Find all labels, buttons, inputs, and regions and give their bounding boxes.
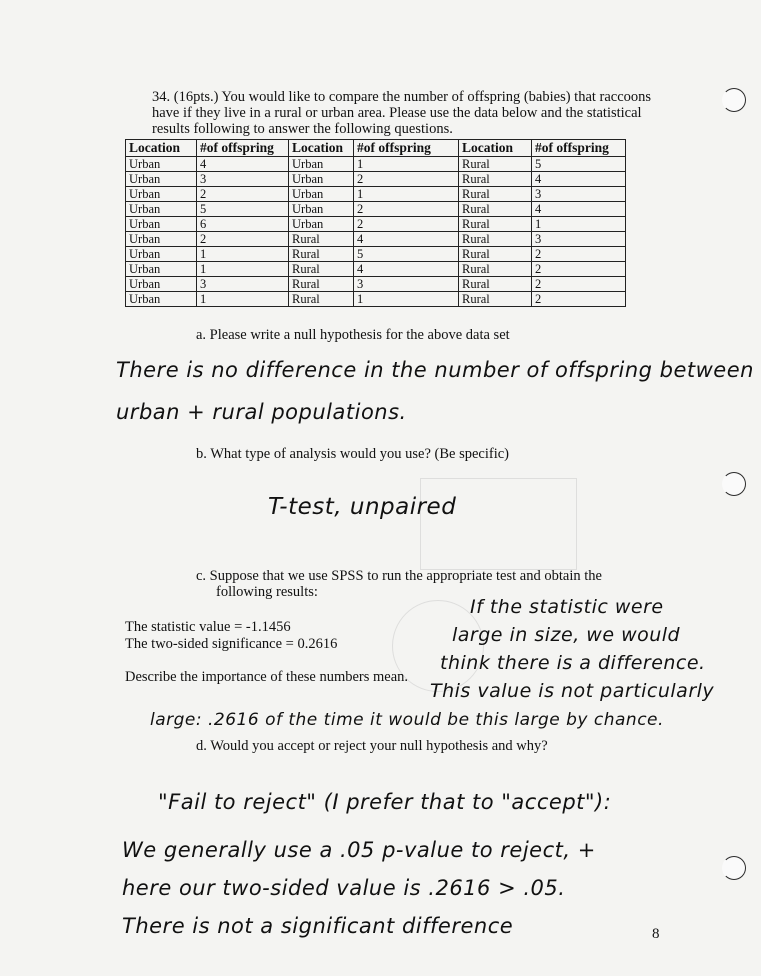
location-cell: Rural [459,247,532,262]
offspring-cell: 1 [354,292,459,307]
location-cell: Urban [289,202,354,217]
offspring-cell: 2 [354,172,459,187]
describe-prompt: Describe the importance of these numbers mean. [125,669,409,685]
header-offspring-1: #of offspring [197,140,289,157]
table-row [126,187,626,202]
table-row [126,217,626,232]
answer-a-line2: urban + rural populations. [116,400,407,424]
header-offspring-3: #of offspring [532,140,626,157]
location-cell: Urban [126,247,197,262]
offspring-cell: 2 [354,217,459,232]
location-cell: Urban [126,217,197,232]
answer-c-line3: think there is a difference. [440,652,706,674]
location-cell: Rural [289,232,354,247]
location-cell: Rural [459,187,532,202]
answer-c-line2: large in size, we would [452,624,681,646]
table-row [126,247,626,262]
offspring-cell: 1 [197,292,289,307]
offspring-cell: 1 [197,247,289,262]
location-cell: Urban [126,232,197,247]
offspring-cell: 4 [354,232,459,247]
header-location-1: Location [126,140,197,157]
offspring-cell: 4 [532,172,626,187]
question-intro: 34. (16pts.) You would like to compare the number of offspring (babies) that raccoons have if they live in a rural or urban area. Please use the data below and the statistical results following to answer the following questions. [152,89,652,138]
location-cell: Rural [459,292,532,307]
offspring-cell: 2 [532,262,626,277]
location-cell: Rural [289,262,354,277]
show-through-box [420,478,577,570]
answer-c-line5: large: .2616 of the time it would be this large by chance. [150,710,664,730]
answer-d-line3: here our two-sided value is .2616 > .05. [122,876,566,900]
location-cell: Urban [289,172,354,187]
stat-value: The statistic value = -1.1456 [125,619,291,635]
location-cell: Urban [126,187,197,202]
answer-c-line1: If the statistic were [470,596,664,618]
item-b-prompt: b. What type of analysis would you use? (Be specific) [196,446,510,462]
location-cell: Rural [289,277,354,292]
offspring-cell: 4 [354,262,459,277]
offspring-cell: 4 [532,202,626,217]
offspring-cell: 1 [197,262,289,277]
offspring-cell: 2 [532,247,626,262]
header-location-3: Location [459,140,532,157]
table-row [126,232,626,247]
answer-d-line1: "Fail to reject" (I prefer that to "accept"): [158,790,612,814]
binder-hole-bottom [722,856,746,880]
offspring-cell: 1 [354,187,459,202]
item-c-prompt-line1: c. Suppose that we use SPSS to run the appropriate test and obtain the [196,568,602,584]
offspring-data-table [125,139,626,307]
location-cell: Rural [459,232,532,247]
location-cell: Urban [126,277,197,292]
location-cell: Urban [126,202,197,217]
location-cell: Rural [289,292,354,307]
location-cell: Rural [459,172,532,187]
table-header-row [126,140,626,157]
table-body [126,157,626,307]
answer-c-line4: This value is not particularly [430,680,715,702]
location-cell: Urban [126,157,197,172]
item-c-prompt-line2: following results: [216,584,318,600]
table-row [126,292,626,307]
offspring-cell: 5 [532,157,626,172]
offspring-cell: 3 [354,277,459,292]
offspring-cell: 3 [197,277,289,292]
table-row [126,277,626,292]
offspring-cell: 1 [354,157,459,172]
offspring-cell: 3 [532,187,626,202]
answer-d-line2: We generally use a .05 p-value to reject, + [122,838,596,862]
location-cell: Urban [126,172,197,187]
binder-hole-middle [722,472,746,496]
table-row [126,157,626,172]
answer-a-line1: There is no difference in the number of offspring between [116,358,754,382]
answer-d-line4: There is not a significant difference [122,914,514,938]
offspring-cell: 5 [197,202,289,217]
offspring-cell: 2 [532,277,626,292]
location-cell: Urban [289,157,354,172]
location-cell: Urban [289,217,354,232]
offspring-cell: 2 [197,187,289,202]
location-cell: Rural [459,277,532,292]
page-number: 8 [652,926,660,942]
location-cell: Rural [459,157,532,172]
item-a-prompt: a. Please write a null hypothesis for the above data set [196,327,510,343]
offspring-cell: 2 [354,202,459,217]
two-sided-significance: The two-sided significance = 0.2616 [125,636,338,652]
location-cell: Rural [459,217,532,232]
location-cell: Urban [126,262,197,277]
location-cell: Urban [126,292,197,307]
header-offspring-2: #of offspring [354,140,459,157]
table-row [126,262,626,277]
offspring-cell: 2 [532,292,626,307]
offspring-cell: 1 [532,217,626,232]
location-cell: Rural [459,202,532,217]
table-row [126,202,626,217]
offspring-cell: 4 [197,157,289,172]
offspring-cell: 6 [197,217,289,232]
offspring-cell: 2 [197,232,289,247]
location-cell: Urban [289,187,354,202]
location-cell: Rural [289,247,354,262]
location-cell: Rural [459,262,532,277]
offspring-cell: 3 [532,232,626,247]
table-row [126,172,626,187]
offspring-cell: 5 [354,247,459,262]
binder-hole-top [722,88,746,112]
item-d-prompt: d. Would you accept or reject your null hypothesis and why? [196,738,548,754]
answer-b: T-test, unpaired [268,494,457,520]
offspring-cell: 3 [197,172,289,187]
header-location-2: Location [289,140,354,157]
